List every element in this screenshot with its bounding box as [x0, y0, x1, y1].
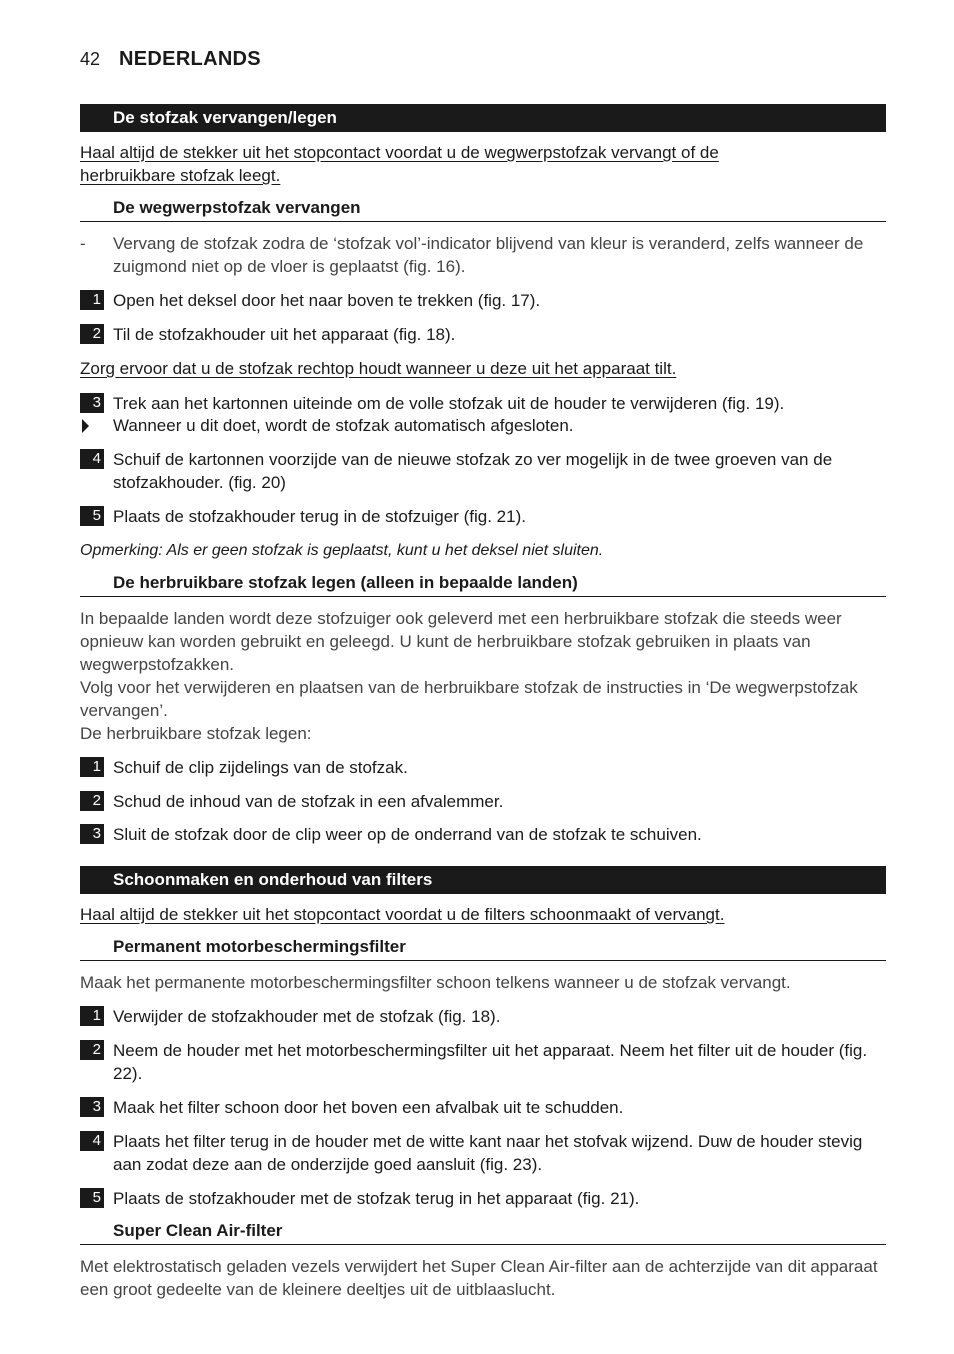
section-title-bar: [80, 104, 886, 132]
result-arrow-icon: [82, 419, 89, 433]
step-item: [80, 1096, 886, 1119]
paragraph-text: In bepaalde landen wordt deze stofzuiger ook geleverd met een herbruikbare stofzak die steeds weer opnieuw kan worden gebruikt en geleegd. U kunt de herbruikbare stofzak gebruiken in plaats van wegwerpstofzakken.: [80, 609, 842, 674]
step-number: 2: [80, 324, 104, 344]
step-item: [80, 1187, 886, 1210]
step-text: Sluit de stofzak door de clip weer op de onderrand van de stofzak te schuiven.: [113, 825, 702, 844]
list-item-text: Vervang de stofzak zodra de ‘stofzak vol’-indicator blijvend van kleur is veranderd, zelfs wanneer de zuigmond niet op de vloer is geplaatst (fig. 16).: [113, 234, 864, 276]
step-number: 5: [80, 1188, 104, 1208]
step-number: 1: [80, 1006, 104, 1026]
step-number: 4: [80, 1131, 104, 1151]
subsection-title: Permanent motorbeschermingsfilter: [113, 937, 406, 956]
step-text: Neem de houder met het motorbeschermingsfilter uit het apparaat. Neem het filter uit de houder (fig. 22).: [113, 1041, 868, 1083]
paragraph-text: Met elektrostatisch geladen vezels verwijdert het Super Clean Air-filter aan de achterzijde van dit apparaat een groot gedeelte van de kleinere deeltjes uit de uitblaaslucht.: [80, 1257, 878, 1299]
step-number: 2: [80, 1040, 104, 1060]
step-item: [80, 823, 886, 846]
result-item: [80, 414, 886, 437]
step-number: 3: [80, 824, 104, 844]
dash-bullet: -: [80, 234, 86, 253]
section-title-bar: [80, 866, 886, 894]
paragraph: [80, 607, 886, 745]
paragraph-text: De herbruikbare stofzak legen:: [80, 724, 312, 743]
note-text: Opmerking: Als er geen stofzak is geplaatst, kunt u het deksel niet sluiten.: [80, 542, 604, 559]
section-title: Schoonmaken en onderhoud van filters: [113, 870, 433, 889]
step-text: Verwijder de stofzakhouder met de stofzak (fig. 18).: [113, 1007, 501, 1026]
subsection-title: De wegwerpstofzak vervangen: [113, 198, 361, 217]
step-number: 3: [80, 393, 104, 413]
step-text: Plaats de stofzakhouder terug in de stofzuiger (fig. 21).: [113, 507, 526, 526]
paragraph-text: Volg voor het verwijderen en plaatsen van de herbruikbare stofzak de instructies in ‘De wegwerpstofzak vervangen’.: [80, 678, 858, 720]
page-number: 42: [80, 49, 101, 69]
paragraph-text: Maak het permanente motorbeschermingsfilter schoon telkens wanneer u de stofzak vervangt.: [80, 973, 791, 992]
warning-line: Haal altijd de stekker uit het stopcontact voordat u de filters schoonmaakt of vervangt.: [80, 905, 725, 924]
step-text: Til de stofzakhouder uit het apparaat (fig. 18).: [113, 325, 456, 344]
step-item: [80, 323, 886, 346]
step-item: [80, 448, 886, 494]
warning-line: Zorg ervoor dat u de stofzak rechtop houdt wanneer u deze uit het apparaat tilt.: [80, 359, 677, 378]
step-item: [80, 1039, 886, 1085]
step-text: Open het deksel door het naar boven te trekken (fig. 17).: [113, 291, 541, 310]
step-number: 1: [80, 757, 104, 777]
page-header: [80, 48, 261, 71]
step-text: Plaats het filter terug in de houder met de witte kant naar het stofvak wijzend. Duw de houder stevig aan zodat deze aan de onderzijde goed aansluit (fig. 23).: [113, 1132, 863, 1174]
step-text: Plaats de stofzakhouder met de stofzak terug in het apparaat (fig. 21).: [113, 1189, 640, 1208]
step-item: [80, 756, 886, 779]
subsection-heading: [80, 1221, 886, 1245]
step-text: Schuif de kartonnen voorzijde van de nieuwe stofzak zo ver mogelijk in de twee groeven van de stofzakhouder. (fig. 20): [113, 450, 833, 492]
step-item: [80, 790, 886, 813]
step-text: Maak het filter schoon door het boven een afvalbak uit te schudden.: [113, 1098, 624, 1117]
warning-text: [80, 141, 886, 187]
dash-list-item: [80, 232, 886, 278]
subsection-heading: [80, 937, 886, 961]
step-number: 4: [80, 449, 104, 469]
step-item: [80, 392, 886, 415]
step-item: [80, 1130, 886, 1176]
step-text: Trek aan het kartonnen uiteinde om de volle stofzak uit de houder te verwijderen (fig. 19).: [113, 394, 785, 413]
subsection-heading: [80, 198, 886, 222]
step-text: Schud de inhoud van de stofzak in een afvalemmer.: [113, 792, 504, 811]
step-number: 5: [80, 506, 104, 526]
warning-line: Haal altijd de stekker uit het stopcontact voordat u de wegwerpstofzak vervangt of de: [80, 143, 719, 162]
step-item: [80, 289, 886, 312]
step-number: 3: [80, 1097, 104, 1117]
warning-text: [80, 357, 886, 380]
step-number: 2: [80, 791, 104, 811]
step-item: [80, 1005, 886, 1028]
result-text: Wanneer u dit doet, wordt de stofzak automatisch afgesloten.: [113, 416, 574, 435]
step-number: 1: [80, 290, 104, 310]
subsection-title: Super Clean Air-filter: [113, 1221, 283, 1240]
subsection-title: De herbruikbare stofzak legen (alleen in bepaalde landen): [113, 573, 578, 592]
step-text: Schuif de clip zijdelings van de stofzak.: [113, 758, 408, 777]
section-title: De stofzak vervangen/legen: [113, 108, 337, 127]
step-item: [80, 505, 886, 528]
warning-line: herbruikbare stofzak leegt.: [80, 166, 281, 185]
language-title: NEDERLANDS: [119, 48, 261, 70]
subsection-heading: [80, 573, 886, 597]
warning-text: [80, 903, 886, 926]
